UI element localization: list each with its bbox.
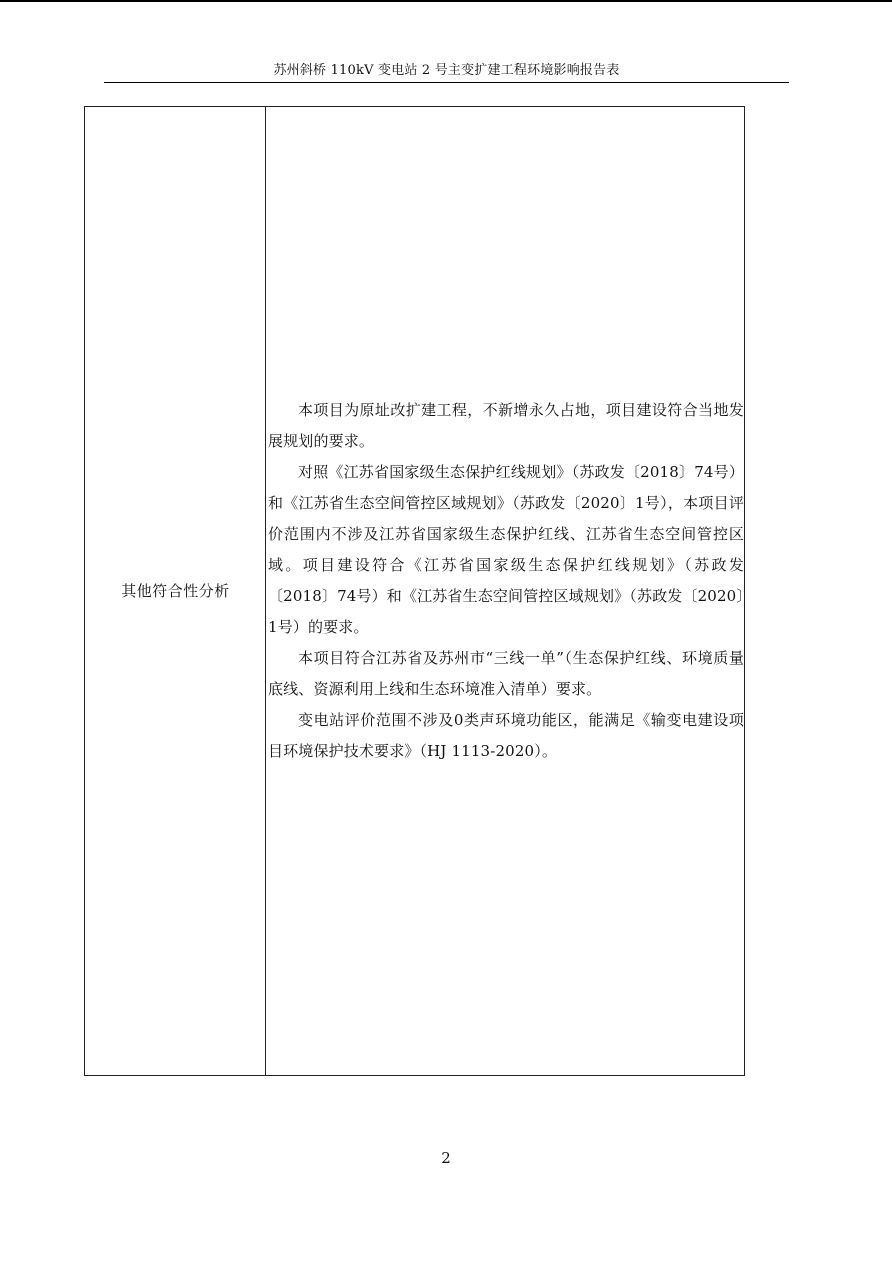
paragraph-ecological-redline: 对照《江苏省国家级生态保护红线规划》（苏政发〔2018〕74号）和《江苏省生态空间管控区域规划》（苏政发〔2020〕1号），本项目评价范围内不涉及江苏省国家级生态保护红线、江苏省生态空间管控区域。项目建设符合《江苏省国家级生态保护红线规划》（苏政发〔2018〕74号）和《江苏省生态空间管控区域规划》（苏政发〔2020〕1号）的要求。 xyxy=(268,463,744,636)
header-divider xyxy=(104,82,789,83)
report-table xyxy=(84,106,745,1076)
content-text xyxy=(268,395,744,767)
paragraph-land-use: 本项目为原址改扩建工程，不新增永久占地，项目建设符合当地发展规划的要求。 xyxy=(268,401,744,450)
label-cell xyxy=(85,107,266,1075)
top-border-line xyxy=(0,0,892,2)
page-number: 2 xyxy=(441,1149,451,1167)
content-cell xyxy=(266,107,744,1075)
paragraph-acoustic-zone: 变电站评价范围不涉及0类声环境功能区，能满足《输变电建设项目环境保护技术要求》（HJ 1113-2020）。 xyxy=(268,711,744,760)
row-label: 其他符合性分析 xyxy=(121,582,230,600)
page-header-title: 苏州斜桥 110kV 变电站 2 号主变扩建工程环境影响报告表 xyxy=(273,63,620,78)
paragraph-three-lines-one-list: 本项目符合江苏省及苏州市“三线一单”（生态保护红线、环境质量底线、资源利用上线和生态环境准入清单）要求。 xyxy=(268,649,744,698)
